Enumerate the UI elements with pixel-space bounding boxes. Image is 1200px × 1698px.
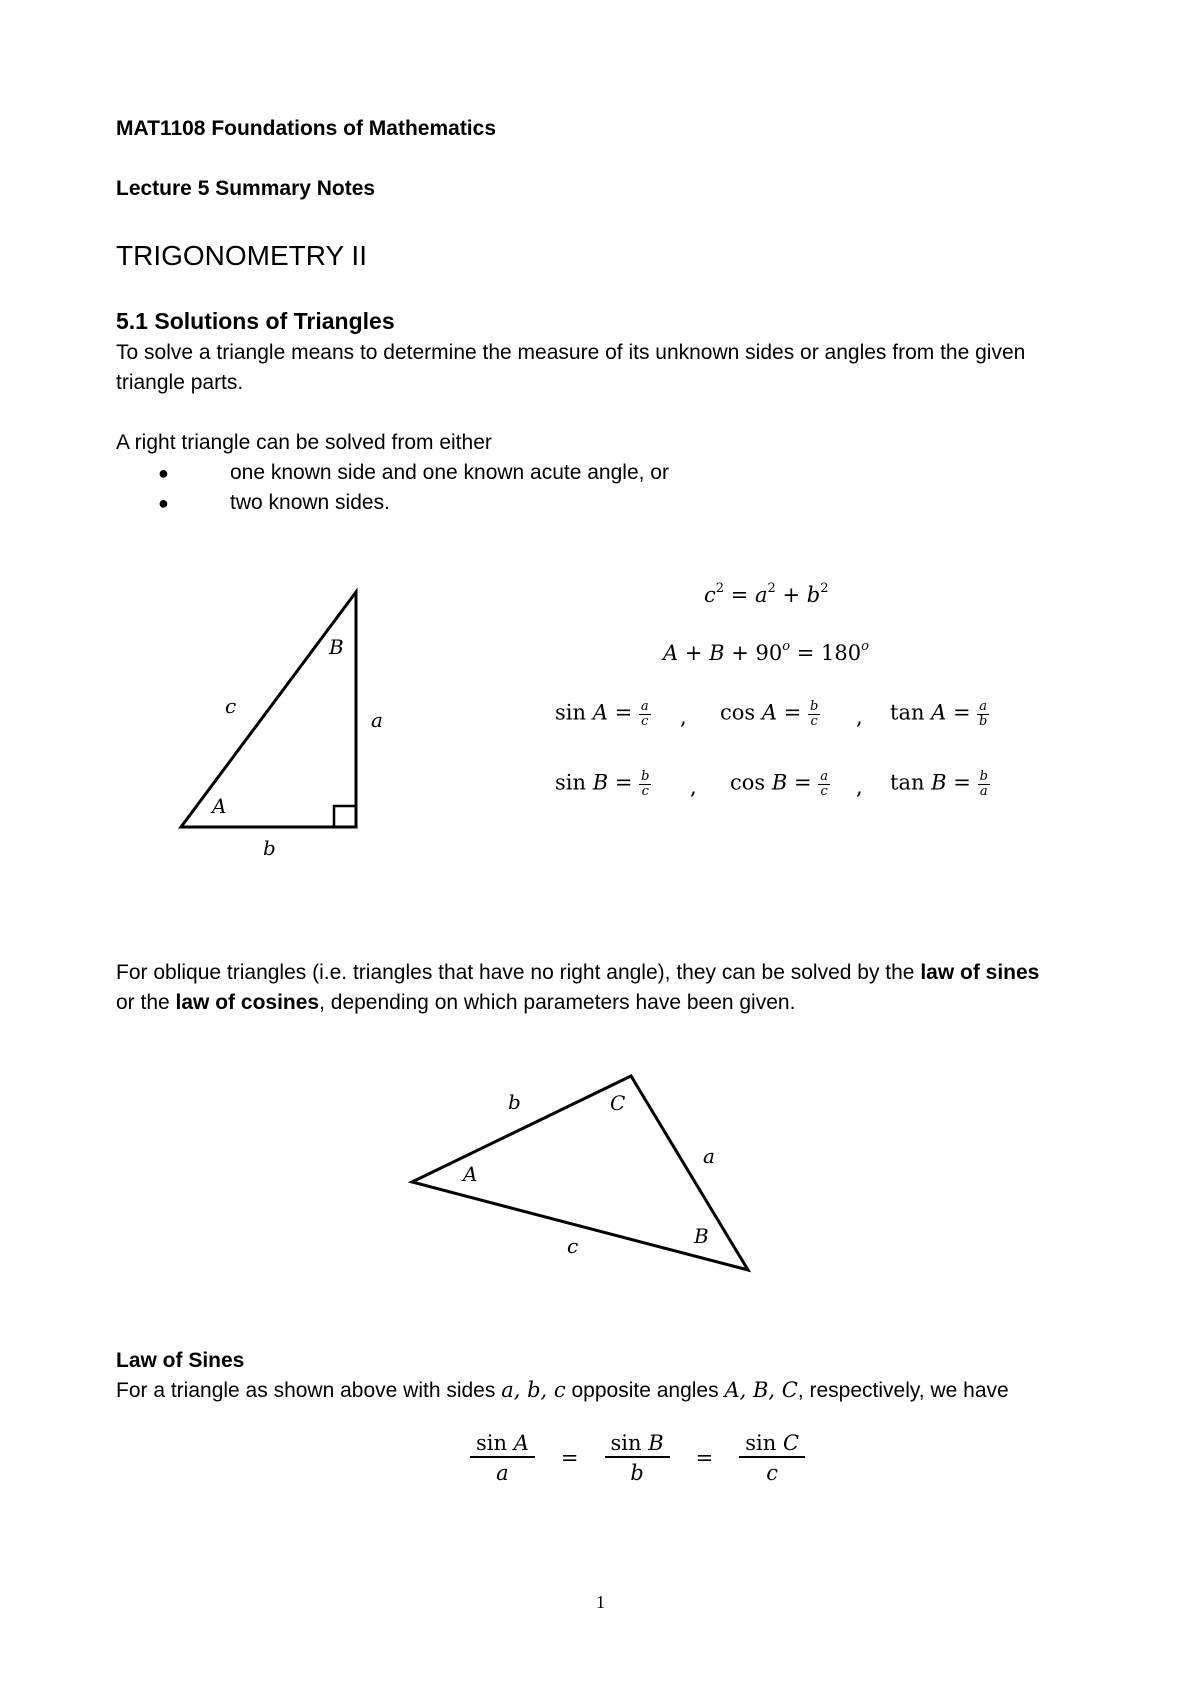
oblique-line-2: or the law of cosines, depending on which parameters have been given. — [116, 991, 796, 1014]
var-B: B — [709, 641, 725, 665]
degree-mark: o — [861, 639, 869, 654]
exp: 2 — [715, 581, 725, 596]
bullet-text: two known sides. — [230, 491, 390, 514]
law-of-sines-description: For a triangle as shown above with sides a, b, c opposite angles A, B, C, respectively, we have — [116, 1378, 1009, 1402]
comma-2: , — [856, 705, 863, 729]
right-triangle-intro: A right triangle can be solved from either — [116, 431, 492, 454]
page-number: 1 — [596, 1592, 605, 1612]
label-side-c: c — [567, 1234, 579, 1258]
oblique-line-1: For oblique triangles (i.e. triangles that have no right angle), they can be solved by the law of sines — [116, 961, 1040, 984]
intro-line-1: To solve a triangle means to determine the measure of its unknown sides or angles from the given — [116, 341, 1026, 364]
eq-sign: = — [560, 1446, 579, 1471]
bullet-icon: ● — [158, 463, 169, 483]
cos-A-formula: cos A = $\frac{b}{c}$ — [720, 699, 819, 729]
pythagoras-formula — [704, 581, 829, 607]
label-angle-A: A — [463, 1162, 478, 1186]
angle-sum-formula — [663, 639, 869, 665]
fraction-sinC-over-c: $\frac{\text{sin C}}{c}$ — [739, 1432, 805, 1484]
right-angle-marker — [334, 806, 356, 827]
fraction-sinA-over-a: $\frac{\text{sin A}}{a}$ — [470, 1432, 535, 1484]
cos-B-formula: cos B = $\frac{a}{c}$ — [730, 769, 829, 799]
eq-sign: = — [790, 641, 822, 665]
law-of-sines-formula — [470, 1432, 805, 1484]
section-heading: 5.1 Solutions of Triangles — [116, 308, 395, 334]
plus-sign: + — [678, 641, 710, 665]
bullet-text: one known side and one known acute angle, or — [230, 461, 669, 484]
label-side-b: b — [508, 1090, 521, 1114]
label-angle-B: B — [694, 1224, 709, 1248]
label-angle-B: B — [329, 635, 344, 659]
lecture-subtitle: Lecture 5 Summary Notes — [116, 177, 376, 200]
bullet-icon: ● — [158, 493, 169, 513]
eq-sign: = — [695, 1446, 714, 1471]
label-angle-C: C — [610, 1091, 626, 1115]
var-A: A — [663, 641, 679, 665]
degree-mark: o — [782, 639, 791, 654]
tan-A-formula: tan A = $\frac{a}{b}$ — [890, 699, 988, 729]
right-triangle-outline — [181, 592, 356, 827]
label-side-a: a — [371, 708, 383, 732]
sin-A-formula: sin A = $\frac{a}{c}$ — [555, 699, 649, 729]
page-title: TRIGONOMETRY II — [116, 240, 367, 271]
var-a: a — [755, 583, 768, 607]
right-triangle — [181, 592, 356, 827]
fraction-sinB-over-b: $\frac{\text{sin B}}{b}$ — [605, 1432, 670, 1484]
comma-3: , — [690, 775, 697, 799]
exp: 2 — [767, 581, 776, 596]
eq-sign: = — [724, 583, 755, 607]
sin-B-formula: sin B = $\frac{b}{c}$ — [555, 769, 650, 799]
intro-line-2: triangle parts. — [116, 371, 244, 394]
plus-sign: + — [775, 583, 807, 607]
label-side-c: c — [225, 694, 237, 718]
exp: 2 — [820, 581, 829, 596]
comma-4: , — [856, 775, 863, 799]
var-c: c — [704, 583, 716, 607]
course-title: MAT1108 Foundations of Mathematics — [116, 117, 496, 140]
comma-1: , — [680, 705, 687, 729]
tan-B-formula: tan B = $\frac{b}{a}$ — [890, 769, 988, 799]
label-side-b: b — [263, 836, 276, 860]
label-angle-A: A — [212, 794, 227, 818]
law-of-sines-heading: Law of Sines — [116, 1349, 245, 1372]
one-eighty: 180 — [821, 641, 862, 665]
label-side-a: a — [703, 1144, 715, 1168]
ninety: 90 — [755, 641, 783, 665]
plus-sign: + — [724, 641, 756, 665]
var-b: b — [806, 583, 821, 607]
